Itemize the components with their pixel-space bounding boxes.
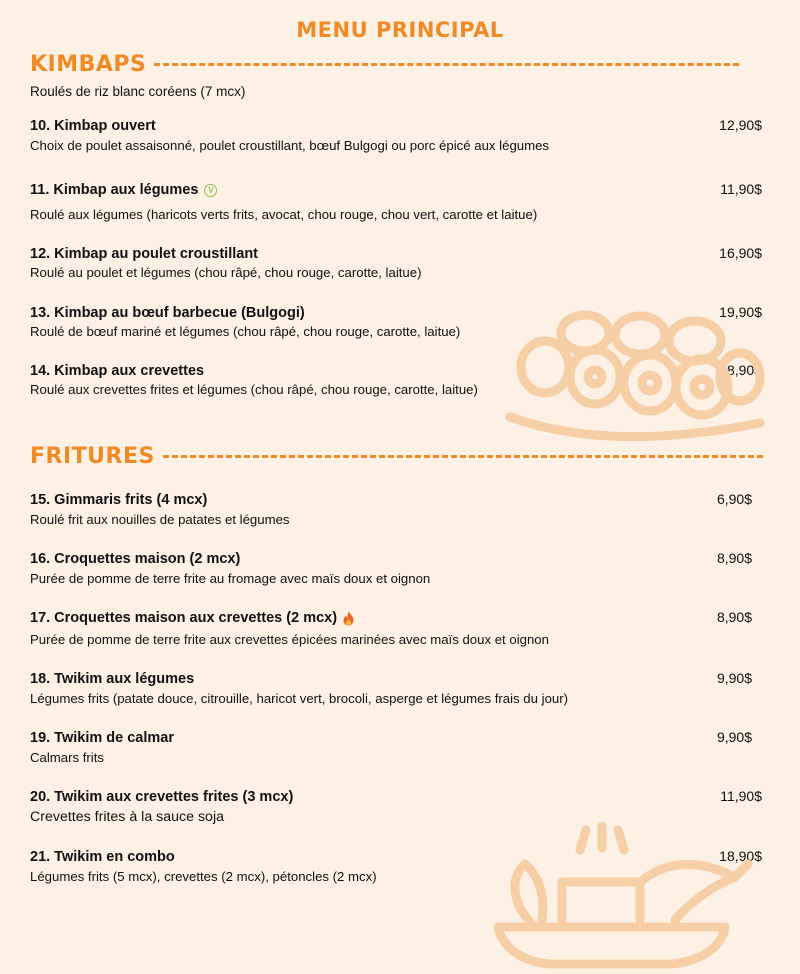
item-name: 15. Gimmaris frits (4 mcx) — [30, 492, 208, 508]
item-name: 10. Kimbap ouvert — [30, 118, 156, 134]
section-fritures-header — [30, 444, 763, 469]
item-name: 18. Twikim aux légumes — [30, 671, 195, 687]
kimbap-illustration-icon — [490, 305, 770, 450]
item-name: 20. Twikim aux crevettes frites (3 mcx) — [30, 789, 294, 805]
vegetarian-badge-icon: V — [204, 184, 217, 197]
menu-item — [30, 670, 770, 706]
item-name: 21. Twikim en combo — [30, 849, 175, 865]
item-price: 6,90$ — [716, 491, 752, 507]
menu-item — [30, 788, 770, 825]
item-description: Purée de pomme de terre frite aux crevettes épicées marinées avec maïs doux et oignon — [30, 632, 549, 647]
item-description: Roulé de bœuf mariné et légumes (chou râpé, chou rouge, carotte, laitue) — [30, 324, 461, 339]
item-price: 19,90$ — [719, 304, 762, 320]
menu-item — [30, 245, 770, 280]
item-price: 11,90$ — [720, 788, 762, 804]
menu-item — [30, 550, 770, 586]
item-price: 18,90$ — [719, 848, 762, 864]
item-name: 19. Twikim de calmar — [30, 730, 174, 746]
dashed-divider — [154, 63, 739, 66]
item-price: 9,90$ — [716, 670, 752, 686]
section-note-kimbaps: Roulés de riz blanc coréens (7 mcx) — [30, 84, 246, 99]
item-name: 17. Croquettes maison aux crevettes (2 mcx) — [30, 610, 338, 626]
item-description: Légumes frits (patate douce, citrouille, haricot vert, brocoli, asperge et légumes frais du jour) — [30, 691, 569, 706]
item-price: 18,90$ — [719, 362, 762, 378]
item-description: Roulé aux crevettes frites et légumes (chou râpé, chou rouge, carotte, laitue) — [30, 382, 478, 397]
item-name: 16. Croquettes maison (2 mcx) — [30, 551, 241, 567]
item-price: 11,90$ — [720, 181, 762, 197]
item-name: 13. Kimbap au bœuf barbecue (Bulgogi) — [30, 305, 305, 321]
page-title: MENU PRINCIPAL — [296, 18, 504, 42]
item-price: 8,90$ — [716, 609, 752, 625]
item-description: Roulé aux légumes (haricots verts frits, avocat, chou rouge, chou vert, carotte et laitue) — [30, 207, 538, 222]
item-description: Purée de pomme de terre frite au fromage avec maïs doux et oignon — [30, 571, 431, 586]
menu-item — [30, 491, 770, 527]
item-description: Légumes frits (5 mcx), crevettes (2 mcx), pétoncles (2 mcx) — [30, 869, 377, 884]
item-description: Roulé frit aux nouilles de patates et légumes — [30, 512, 290, 527]
section-title-fritures: FRITURES — [30, 444, 155, 469]
menu-item — [30, 181, 770, 222]
item-description: Roulé au poulet et légumes (chou râpé, chou rouge, carotte, laitue) — [30, 265, 422, 280]
menu-item — [30, 117, 770, 153]
dashed-divider — [163, 455, 763, 458]
item-name: 11. Kimbap aux légumes — [30, 182, 199, 198]
menu-item — [30, 729, 770, 765]
item-price: 8,90$ — [716, 550, 752, 566]
item-price: 12,90$ — [719, 117, 762, 133]
item-description: Choix de poulet assaisonné, poulet croustillant, bœuf Bulgogi ou porc épicé aux légumes — [30, 138, 550, 153]
menu-item — [30, 609, 770, 647]
fried-dish-illustration-icon — [490, 822, 755, 970]
item-name: 12. Kimbap au poulet croustillant — [30, 246, 259, 262]
item-description: Crevettes frites à la sauce soja — [30, 809, 224, 825]
item-price: 9,90$ — [716, 729, 752, 745]
section-kimbaps-header — [30, 52, 739, 77]
item-description: Calmars frits — [30, 750, 104, 765]
flame-icon — [342, 611, 355, 626]
item-name: 14. Kimbap aux crevettes — [30, 363, 205, 379]
item-price: 16,90$ — [719, 245, 762, 261]
section-title-kimbaps: KIMBAPS — [30, 52, 147, 77]
